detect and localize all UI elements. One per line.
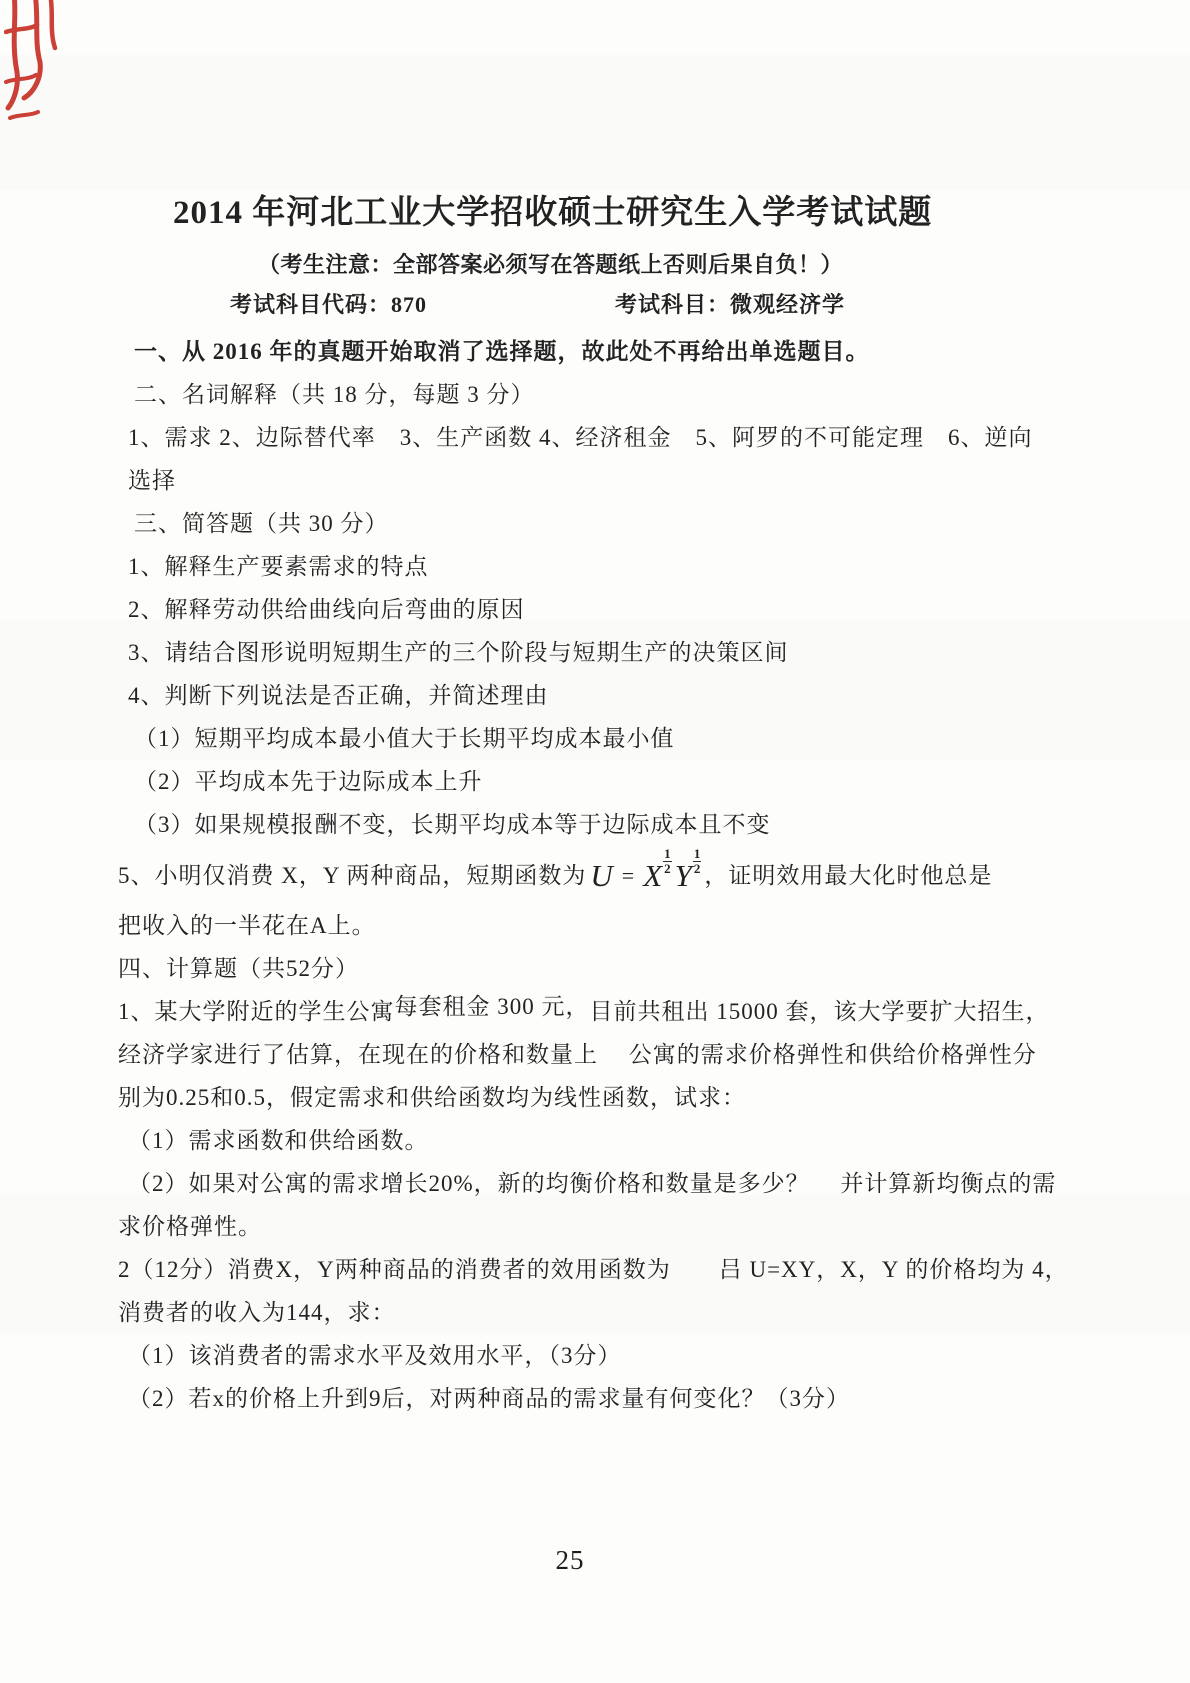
line-q4-1-sub1: （1）需求函数和供给函数。 [128, 1128, 429, 1153]
subject-row [118, 290, 1138, 320]
q3-5-suffix: ，证明效用最大化时他总是 [704, 862, 993, 888]
exam-body [118, 330, 1138, 1420]
line-q3-5-with-formula [118, 846, 1138, 904]
utility-formula-y: Y [674, 857, 692, 893]
line-q3-1: 1、解释生产要素需求的特点 [128, 554, 429, 579]
subject-code-label: 考试科目代码：870 [230, 292, 428, 317]
line-q4-1-cont3: 别为0.25和0.5，假定需求和供给函数均为线性函数，试求： [118, 1085, 746, 1110]
line-q3-3: 3、请结合图形说明短期生产的三个阶段与短期生产的决策区间 [128, 640, 789, 665]
page-number: 25 [555, 1545, 585, 1575]
line-q4-2-sub2: （2）若x的价格上升到9后，对两种商品的需求量有何变化？（3分） [128, 1386, 850, 1411]
utility-formula-y-exponent: $\frac{1}{2}$ [693, 845, 701, 876]
line-section-one: 一、从 2016 年的真题开始取消了选择题，故此处不再给出单选题目。 [134, 339, 870, 364]
line-q4-2-statement: 2（12分）消费X，Y两种商品的消费者的效用函数为 吕 U=XY，X，Y 的价格均为 4， [118, 1257, 1069, 1282]
line-q3-4-sub2: （2）平均成本先于边际成本上升 [134, 769, 483, 794]
line-section-two-heading: 二、名词解释（共 18 分，每题 3 分） [134, 382, 535, 407]
candidate-notice: （考生注意：全部答案必须写在答题纸上否则后果自负！） [258, 252, 844, 277]
red-stamp-marks [4, 0, 66, 136]
q4-1-post: 目前共租出 15000 套，该大学要扩大招生， [589, 999, 1050, 1024]
subject-name-label: 考试科目：微观经济学 [615, 292, 846, 317]
line-q3-2: 2、解释劳动供给曲线向后弯曲的原因 [128, 597, 525, 622]
q3-5-prefix: 5、小明仅消费 X，Y 两种商品，短期函数为 [118, 862, 587, 888]
line-q4-1-sub2-continuation: 求价格弹性。 [118, 1214, 262, 1239]
utility-formula-equals: = [621, 862, 635, 888]
line-section-three-heading: 三、简答题（共 30 分） [134, 511, 389, 536]
line-q4-2-sub1: （1）该消费者的需求水平及效用水平，（3分） [128, 1343, 622, 1368]
line-section-four-heading: 四、计算题（共52分） [118, 956, 359, 981]
line-q3-4-sub3: （3）如果规模报酬不变，长期平均成本等于边际成本且不变 [134, 812, 771, 837]
line-q3-4: 4、判断下列说法是否正确，并简述理由 [128, 683, 549, 708]
q4-1-raised-segment: 每套租金 300 元， [394, 994, 590, 1019]
line-q4-2-continuation: 消费者的收入为144，求： [118, 1300, 396, 1325]
line-q4-1-sub2: （2）如果对公寓的需求增长20%，新的均衡价格和数量是多少？ 并计算新均衡点的需 [128, 1171, 1057, 1196]
line-glossary-continuation: 选择 [128, 468, 176, 493]
exam-title: 2014 年河北工业大学招收硕士研究生入学考试试题 [173, 195, 933, 231]
line-glossary-terms: 1、需求 2、边际替代率 3、生产函数 4、经济租金 5、阿罗的不可能定理 6、逆向 [128, 425, 1033, 450]
utility-formula-x-exponent: $\frac{1}{2}$ [664, 845, 671, 876]
exam-content [118, 0, 1138, 1420]
line-q3-4-sub1: （1）短期平均成本最小值大于长期平均成本最小值 [134, 726, 675, 751]
line-q4-1-apartment [118, 990, 1138, 1033]
line-q4-1-cont2: 经济学家进行了估算，在现在的价格和数量上 公寓的需求价格弹性和供给价格弹性分 [118, 1042, 1037, 1067]
line-q3-5-continuation: 把收入的一半花在A上。 [118, 913, 376, 938]
utility-formula-x: X [643, 857, 663, 893]
utility-formula-u: U [590, 857, 613, 893]
q4-1-pre: 1、某大学附近的学生公寓 [118, 999, 395, 1024]
